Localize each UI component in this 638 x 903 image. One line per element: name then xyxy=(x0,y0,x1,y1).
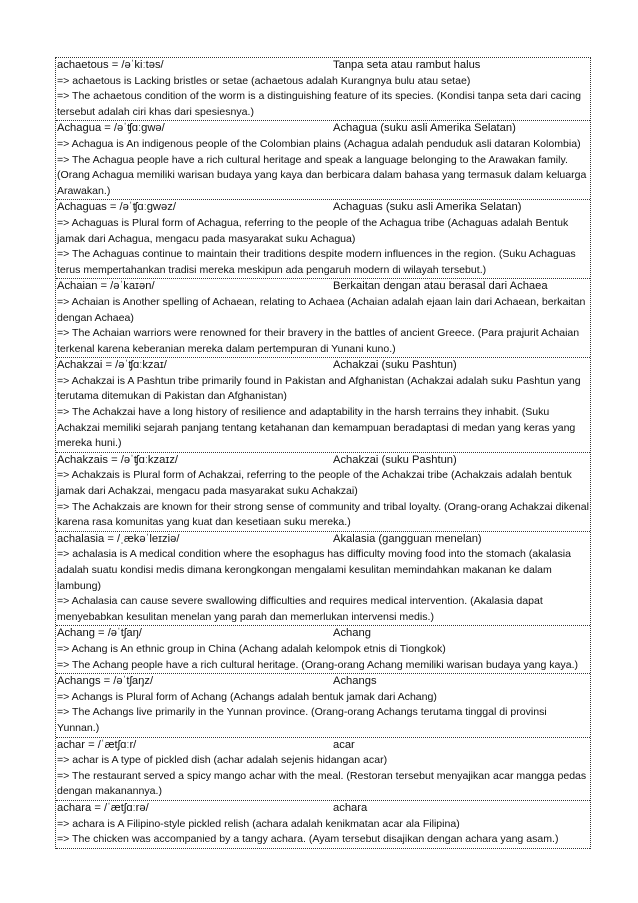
entry-header xyxy=(57,626,589,642)
entry-header xyxy=(57,358,589,374)
entry-definition: => Achakzais is Plural form of Achakzai, referring to the people of the Achakzai tribe (Achakzais adalah bentuk jamak dari Achakzai, mengacu pada masyarakat suku Achakzai) xyxy=(57,469,572,498)
dictionary-entry xyxy=(56,674,590,737)
dictionary-entry xyxy=(56,58,590,121)
entry-translation: Achangs xyxy=(333,675,377,688)
entry-definition: => Achangs is Plural form of Achang (Achangs adalah bentuk jamak dari Achang) xyxy=(57,690,437,703)
entry-term-pronunciation: Achakzais = /əˈʧɑːkzaɪz/ xyxy=(57,453,179,466)
entry-definition: => achalasia is A medical condition where the esophagus has difficulty moving food into the stomach (akalasia adalah suatu kondisi medis dimana kerongkongan mengalami kesulitan memindahkan makanan ke dalam lambung) xyxy=(57,548,571,592)
entry-example: => The Achakzais are known for their strong sense of community and tribal loyalty. (Orang-orang Achakzai dikenal karena rasa komunitas yang kuat dan kesetiaan suku mereka.) xyxy=(57,500,589,529)
entry-term-pronunciation: achalasia = /ˌækəˈleɪziə/ xyxy=(57,532,180,545)
entry-example: => The Achaian warriors were renowned for their bravery in the battles of ancient Greece. (Para prajurit Achaian terkenal karena keberanian mereka dalam pertempuran di Yunani kuno.) xyxy=(57,327,580,355)
entry-translation: Achakzai (suku Pashtun) xyxy=(333,453,457,466)
entry-translation: Akalasia (gangguan menelan) xyxy=(333,532,482,545)
entry-definition: => Achakzai is A Pashtun tribe primarily found in Pakistan and Afghanistan (Achakzai adalah suku Pashtun yang terutama ditemukan di Pakistan dan Afghanistan) xyxy=(57,374,581,403)
entry-example: => The Achakzai have a long history of resilience and adaptability in the harsh terrains they inhabit. (Suku Achakzai memiliki sejarah panjang tentang ketahanan dan kemampuan beradaptasi di medan yang keras yang mereka huni.) xyxy=(57,406,576,450)
entry-example: => The Achangs live primarily in the Yunnan province. (Orang-orang Achangs terutama tinggal di provinsi Yunnan.) xyxy=(57,706,547,734)
entry-translation: acar xyxy=(333,738,355,751)
entry-example: => The restaurant served a spicy mango achar with the meal. (Restoran tersebut menyajikan acar mangga pedas dengan makanannya.) xyxy=(57,769,587,798)
dictionary-entry xyxy=(56,453,590,532)
entry-translation: Achang xyxy=(333,627,371,640)
entry-header xyxy=(57,200,589,216)
entry-definition: => achara is A Filipino-style pickled relish (achara adalah kenikmatan acar ala Filipina) xyxy=(57,817,460,830)
entry-translation: Berkaitan dengan atau berasal dari Achaea xyxy=(333,280,548,293)
entry-example: => The Achagua people have a rich cultural heritage and speak a language belonging to the Arawakan family. (Orang Achagua memiliki warisan budaya yang kaya dan berbicara dalam bahasa yang termasuk dalam keluarga Arawakan.) xyxy=(57,153,587,197)
entry-definition: => Achang is An ethnic group in China (Achang adalah kelompok etnis di Tiongkok) xyxy=(57,642,446,655)
entry-header xyxy=(57,532,589,548)
entry-header xyxy=(57,279,589,295)
entry-term-pronunciation: Achagua = /əˈʧɑːgwə/ xyxy=(57,122,165,135)
dictionary-entry xyxy=(56,358,590,453)
entry-definition: => achar is A type of pickled dish (achar adalah sejenis hidangan acar) xyxy=(57,754,388,767)
entry-translation: Achakzai (suku Pashtun) xyxy=(333,359,457,372)
entry-definition: => achaetous is Lacking bristles or setae (achaetous adalah Kurangnya bulu atau setae) xyxy=(57,74,471,87)
dictionary-sheet xyxy=(55,57,591,849)
dictionary-entry xyxy=(56,121,590,200)
dictionary-entry xyxy=(56,738,590,801)
entry-definition: => Achagua is An indigenous people of the Colombian plains (Achagua adalah penduduk asli dataran Kolombia) xyxy=(57,137,581,150)
dictionary-entry xyxy=(56,626,590,674)
entry-example: => Achalasia can cause severe swallowing difficulties and requires medical intervention. (Akalasia dapat menyebabkan kesulitan menelan yang parah dan memerlukan intervensi medis.) xyxy=(57,595,543,623)
entry-translation: Tanpa seta atau rambut halus xyxy=(333,59,481,71)
entry-header xyxy=(57,121,589,137)
entry-header xyxy=(57,801,589,817)
entry-definition: => Achaguas is Plural form of Achagua, referring to the people of the Achagua tribe (Achaguas adalah Bentuk jamak dari Achagua, mengacu pada masyarakat suku Achagua) xyxy=(57,216,569,245)
entry-example: => The achaetous condition of the worm is a distinguishing feature of its species. (Kondisi tanpa seta dari cacing tersebut adalah ciri khas dari spesiesnya.) xyxy=(57,90,581,118)
entry-term-pronunciation: Achangs = /əˈtʃaŋz/ xyxy=(57,675,154,688)
entry-translation: Achagua (suku asli Amerika Selatan) xyxy=(333,122,516,135)
entry-term-pronunciation: Achakzai = /əˈʧɑːkzaɪ/ xyxy=(57,359,167,372)
dictionary-entry xyxy=(56,532,590,627)
entry-translation: achara xyxy=(333,801,368,814)
entry-term-pronunciation: achara = /ˈætʃɑːrə/ xyxy=(57,801,149,814)
entry-header xyxy=(57,453,589,469)
entry-term-pronunciation: achar = /ˈætʃɑːr/ xyxy=(57,738,137,751)
entry-header xyxy=(57,738,589,754)
entry-header xyxy=(57,674,589,690)
dictionary-entry xyxy=(56,279,590,358)
entry-example: => The chicken was accompanied by a tangy achara. (Ayam tersebut disajikan dengan achara yang asam.) xyxy=(57,833,559,846)
entry-header xyxy=(57,58,589,74)
entry-translation: Achaguas (suku asli Amerika Selatan) xyxy=(333,201,522,214)
entry-term-pronunciation: Achang = /əˈtʃaŋ/ xyxy=(57,627,142,640)
dictionary-entry xyxy=(56,801,590,849)
entry-example: => The Achang people have a rich cultural heritage. (Orang-orang Achang memiliki warisan budaya yang kaya.) xyxy=(57,658,579,671)
entry-example: => The Achaguas continue to maintain their traditions despite modern influences in the region. (Suku Achaguas terus mempertahankan tradisi mereka meskipun ada pengaruh modern di wilayah tersebut.) xyxy=(57,248,576,276)
entry-term-pronunciation: Achaguas = /əˈʧɑːgwəz/ xyxy=(57,201,176,214)
entry-term-pronunciation: Achaian = /əˈkaɪən/ xyxy=(57,280,155,293)
dictionary-entry xyxy=(56,200,590,279)
entry-term-pronunciation: achaetous = /əˈkiːtəs/ xyxy=(57,59,164,71)
entry-definition: => Achaian is Another spelling of Achaean, relating to Achaea (Achaian adalah ejaan lain dari Achaean, berkaitan dengan Achaea) xyxy=(57,295,586,324)
